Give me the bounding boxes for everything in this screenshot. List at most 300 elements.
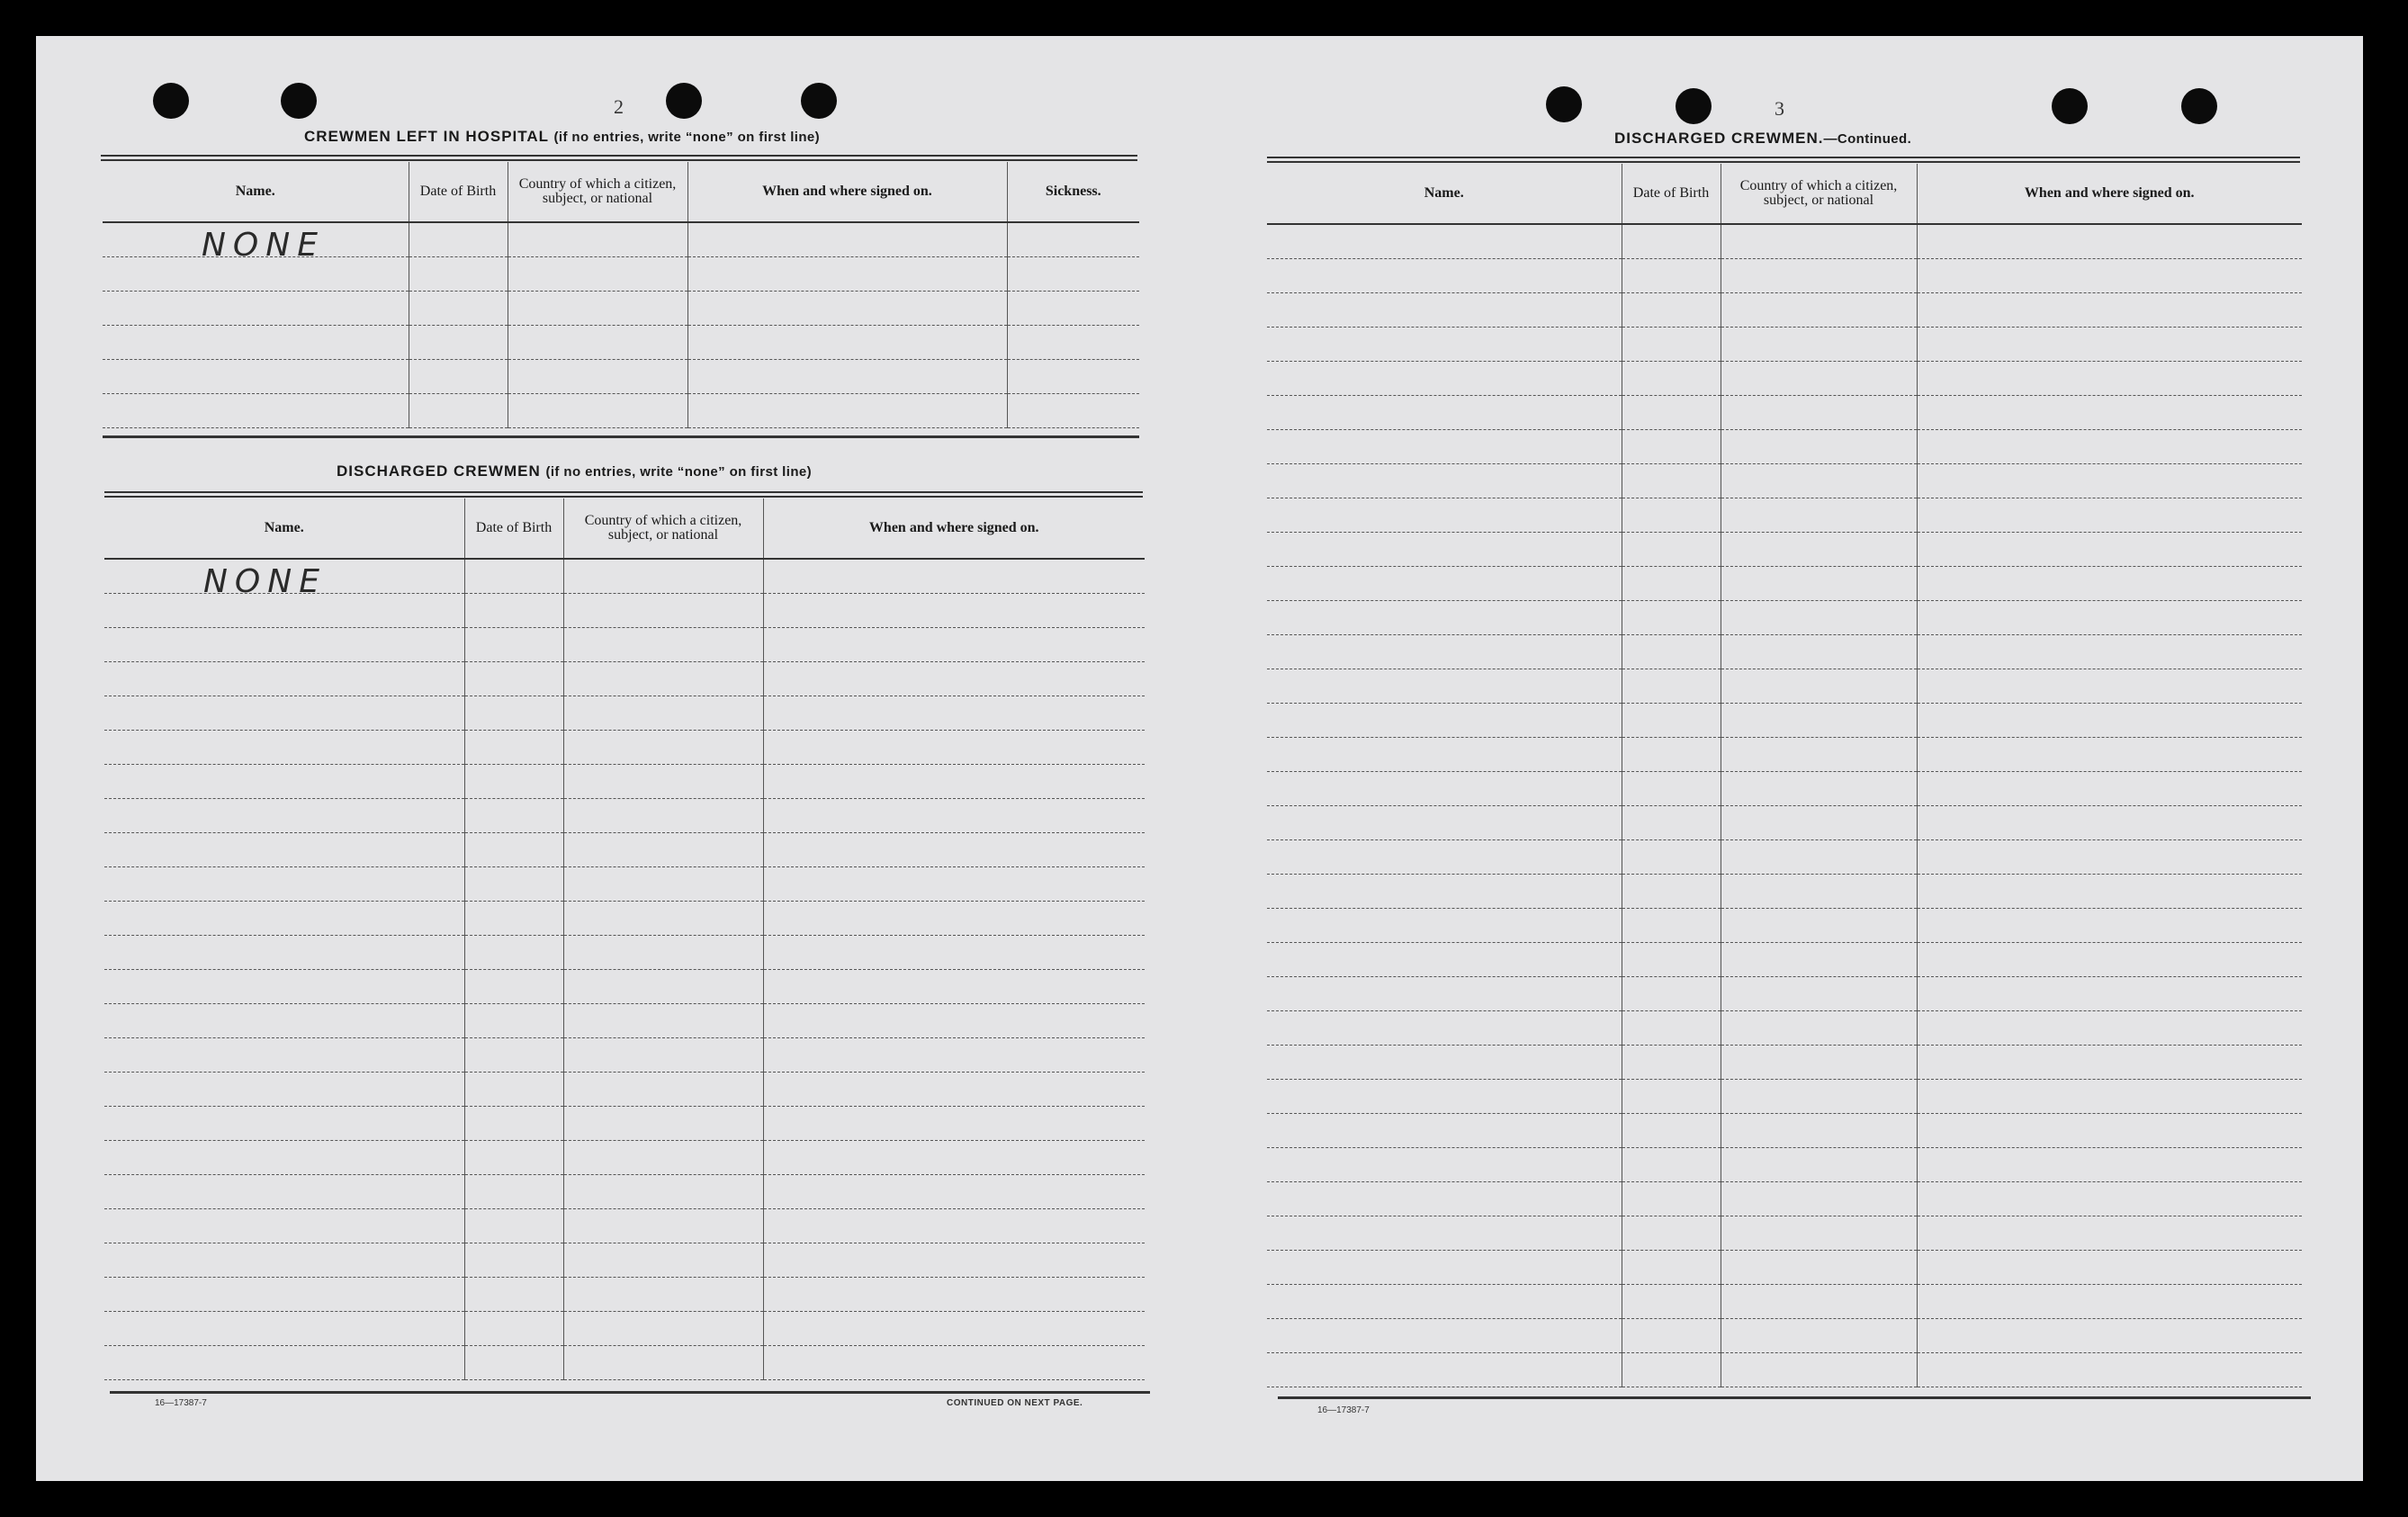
discharged-bottom-rule (110, 1391, 1150, 1394)
table-row (104, 1003, 1145, 1037)
table-row (1267, 737, 2302, 771)
table-cell (409, 359, 508, 393)
table-cell (1917, 771, 2302, 805)
table-cell (464, 1140, 563, 1174)
table-cell (1917, 1045, 2302, 1079)
table-row (1267, 1216, 2302, 1250)
table-cell (104, 1208, 464, 1243)
table-cell (104, 1243, 464, 1277)
continued-note: CONTINUED ON NEXT PAGE. (947, 1398, 1083, 1408)
table-cell (1267, 532, 1622, 566)
table-cell (1267, 1318, 1622, 1352)
handwritten-none: NONE (203, 563, 327, 600)
table-row (104, 593, 1145, 627)
col-header-signed-on: When and where signed on. (1917, 164, 2302, 224)
table-cell (104, 798, 464, 832)
table-cell (1721, 1181, 1917, 1216)
table-cell (508, 291, 687, 325)
table-cell (1721, 361, 1917, 395)
table-cell (104, 1106, 464, 1140)
table-cell (1917, 292, 2302, 327)
table-cell (1721, 327, 1917, 361)
table-cell (1622, 908, 1721, 942)
table-cell (1917, 1216, 2302, 1250)
table-cell (763, 661, 1145, 696)
table-row (104, 764, 1145, 798)
table-cell (464, 1345, 563, 1379)
table-cell (1622, 1113, 1721, 1147)
table-cell (1721, 498, 1917, 532)
table-cell (1721, 463, 1917, 498)
table-cell (1917, 942, 2302, 976)
table-cell (763, 1277, 1145, 1311)
table-cell (1721, 839, 1917, 874)
table-row (1267, 805, 2302, 839)
table-cell (1721, 1250, 1917, 1284)
table-cell (1267, 1216, 1622, 1250)
table-cell (104, 1174, 464, 1208)
table-cell (103, 222, 409, 264)
table-cell (563, 764, 763, 798)
table-cell (508, 359, 687, 393)
table-cell (1622, 634, 1721, 669)
table-row (1267, 1113, 2302, 1147)
table-cell (104, 969, 464, 1003)
table-cell (104, 730, 464, 764)
table-row (104, 661, 1145, 696)
table-cell (1721, 874, 1917, 908)
table-cell (687, 222, 1007, 256)
table-row (104, 969, 1145, 1003)
table-row (104, 730, 1145, 764)
discharged-section-title (337, 462, 812, 480)
continued-title-text: DISCHARGED CREWMEN. (1614, 130, 1824, 147)
table-cell (1622, 669, 1721, 703)
table-cell (1267, 429, 1622, 463)
table-cell (563, 1072, 763, 1106)
hospital-bottom-rule (103, 435, 1139, 438)
hospital-title-text: CREWMEN LEFT IN HOSPITAL (304, 128, 549, 145)
table-cell (1622, 292, 1721, 327)
table-cell (1721, 1216, 1917, 1250)
table-cell (103, 393, 409, 427)
continued-table (1267, 164, 2302, 1387)
table-cell (104, 593, 464, 627)
table-cell (1917, 703, 2302, 737)
table-cell (563, 1311, 763, 1345)
table-row (104, 1208, 1145, 1243)
table-cell (1721, 669, 1917, 703)
table-cell (1007, 291, 1139, 325)
table-cell (1267, 566, 1622, 600)
table-cell (763, 627, 1145, 661)
table-cell (1917, 600, 2302, 634)
col-header-date-of-birth: Date of Birth (409, 162, 508, 222)
table-cell (1721, 258, 1917, 292)
table-cell (763, 696, 1145, 730)
table-cell (687, 325, 1007, 359)
table-cell (104, 1072, 464, 1106)
table-cell (1917, 1113, 2302, 1147)
table-cell (563, 798, 763, 832)
table-cell (1917, 327, 2302, 361)
continued-title-suffix: —Continued. (1823, 131, 1912, 147)
table-cell (1622, 805, 1721, 839)
table-cell (763, 935, 1145, 969)
table-cell (464, 627, 563, 661)
table-cell (1267, 634, 1622, 669)
table-row (104, 1174, 1145, 1208)
table-cell (1917, 839, 2302, 874)
table-row (103, 256, 1139, 291)
table-cell (1721, 1113, 1917, 1147)
table-cell (104, 1345, 464, 1379)
table-row (1267, 1284, 2302, 1318)
col-header-signed-on: When and where signed on. (687, 162, 1007, 222)
table-cell (464, 969, 563, 1003)
table-cell (1917, 1318, 2302, 1352)
table-cell (1622, 395, 1721, 429)
table-cell (763, 1345, 1145, 1379)
table-row (1267, 258, 2302, 292)
table-cell (1267, 361, 1622, 395)
table-cell (1267, 1284, 1622, 1318)
table-row (1267, 634, 2302, 669)
table-cell (104, 935, 464, 969)
table-row (103, 393, 1139, 427)
punch-hole-6 (1676, 88, 1712, 124)
punch-hole-8 (2181, 88, 2217, 124)
table-cell (1721, 976, 1917, 1010)
table-cell (464, 730, 563, 764)
table-cell (104, 627, 464, 661)
table-cell (1721, 1010, 1917, 1045)
table-row (104, 1243, 1145, 1277)
form-number-right: 16—17387-7 (1317, 1405, 1370, 1415)
table-cell (1267, 1181, 1622, 1216)
table-cell (1721, 1079, 1917, 1113)
table-row (104, 696, 1145, 730)
table-cell (687, 291, 1007, 325)
discharged-table (104, 498, 1145, 1380)
table-cell (1622, 361, 1721, 395)
table-cell (1721, 1318, 1917, 1352)
table-cell (1622, 532, 1721, 566)
table-cell (1721, 429, 1917, 463)
table-cell (464, 1174, 563, 1208)
table-cell (103, 325, 409, 359)
table-row (104, 559, 1145, 593)
continued-bottom-rule (1278, 1396, 2311, 1399)
table-cell (104, 559, 464, 600)
table-cell (103, 291, 409, 325)
table-cell (1917, 224, 2302, 258)
table-cell (1917, 463, 2302, 498)
table-cell (1267, 1079, 1622, 1113)
table-row (1267, 1010, 2302, 1045)
table-cell (563, 969, 763, 1003)
table-cell (763, 730, 1145, 764)
table-cell (563, 1140, 763, 1174)
table-row (1267, 1079, 2302, 1113)
table-cell (1721, 942, 1917, 976)
table-cell (1267, 463, 1622, 498)
hospital-instruction-text: (if no entries, write “none” on first line) (553, 130, 821, 145)
table-cell (1917, 532, 2302, 566)
table-cell (1721, 805, 1917, 839)
table-cell (1917, 498, 2302, 532)
table-cell (563, 935, 763, 969)
table-cell (104, 901, 464, 935)
table-cell (464, 1311, 563, 1345)
table-cell (1721, 1352, 1917, 1387)
discharged-double-rule (104, 491, 1143, 498)
table-cell (1622, 1045, 1721, 1079)
table-row (1267, 1352, 2302, 1387)
table-cell (563, 1003, 763, 1037)
table-cell (763, 901, 1145, 935)
col-header-name: Name. (1267, 164, 1622, 224)
table-cell (409, 222, 508, 256)
table-cell (1917, 1079, 2302, 1113)
table-row (104, 1140, 1145, 1174)
table-cell (1267, 908, 1622, 942)
table-row (1267, 1147, 2302, 1181)
table-cell (508, 222, 687, 256)
table-cell (1622, 429, 1721, 463)
table-cell (763, 1037, 1145, 1072)
table-cell (104, 1311, 464, 1345)
table-cell (1267, 327, 1622, 361)
table-cell (1917, 1284, 2302, 1318)
table-cell (1917, 669, 2302, 703)
table-cell (1622, 1284, 1721, 1318)
table-row (1267, 566, 2302, 600)
table-row (1267, 1318, 2302, 1352)
table-row (104, 901, 1145, 935)
table-cell (1267, 669, 1622, 703)
table-cell (1622, 703, 1721, 737)
table-row (1267, 771, 2302, 805)
table-cell (1622, 1216, 1721, 1250)
table-cell (103, 256, 409, 291)
table-cell (1267, 292, 1622, 327)
table-cell (1622, 1352, 1721, 1387)
table-row (1267, 976, 2302, 1010)
col-header-name: Name. (103, 162, 409, 222)
table-cell (1007, 393, 1139, 427)
table-cell (763, 969, 1145, 1003)
table-cell (763, 1106, 1145, 1140)
table-cell (763, 764, 1145, 798)
table-row (104, 1072, 1145, 1106)
table-cell (464, 1106, 563, 1140)
table-cell (563, 593, 763, 627)
table-row (104, 832, 1145, 866)
col-header-country: Country of which a citizen, subject, or national (1721, 164, 1917, 224)
table-cell (104, 661, 464, 696)
table-row (1267, 669, 2302, 703)
table-cell (763, 1243, 1145, 1277)
table-cell (464, 696, 563, 730)
table-cell (104, 1140, 464, 1174)
table-row (1267, 532, 2302, 566)
table-cell (1267, 1147, 1622, 1181)
punch-hole-1 (153, 83, 189, 119)
table-cell (1917, 361, 2302, 395)
table-cell (1721, 634, 1917, 669)
table-cell (1622, 1181, 1721, 1216)
table-row (1267, 1250, 2302, 1284)
table-cell (1721, 600, 1917, 634)
table-cell (1622, 1250, 1721, 1284)
table-row (103, 222, 1139, 256)
table-cell (687, 256, 1007, 291)
page-number-right: 3 (1775, 97, 1784, 120)
table-row (1267, 1045, 2302, 1079)
table-cell (1917, 737, 2302, 771)
table-cell (1917, 1010, 2302, 1045)
table-row (104, 1106, 1145, 1140)
table-row (1267, 703, 2302, 737)
hospital-double-rule (101, 155, 1137, 161)
punch-hole-4 (801, 83, 837, 119)
table-cell (1721, 737, 1917, 771)
table-row (1267, 292, 2302, 327)
table-cell (1007, 325, 1139, 359)
table-cell (104, 1003, 464, 1037)
table-cell (1267, 771, 1622, 805)
table-row (104, 1277, 1145, 1311)
table-cell (508, 325, 687, 359)
table-cell (1267, 805, 1622, 839)
table-cell (1622, 327, 1721, 361)
table-cell (1267, 976, 1622, 1010)
table-row (103, 359, 1139, 393)
table-cell (563, 696, 763, 730)
table-cell (763, 1311, 1145, 1345)
table-row (1267, 1181, 2302, 1216)
table-cell (1267, 600, 1622, 634)
table-cell (1267, 737, 1622, 771)
table-cell (1917, 1147, 2302, 1181)
table-cell (464, 798, 563, 832)
table-cell (1917, 429, 2302, 463)
table-cell (1622, 1079, 1721, 1113)
table-cell (563, 1106, 763, 1140)
table-cell (103, 359, 409, 393)
table-row (104, 798, 1145, 832)
table-cell (1721, 532, 1917, 566)
handwritten-none: NONE (202, 227, 325, 264)
table-cell (1721, 1045, 1917, 1079)
table-cell (1622, 737, 1721, 771)
table-row (1267, 600, 2302, 634)
table-row (1267, 327, 2302, 361)
table-row (104, 1345, 1145, 1379)
table-cell (1622, 942, 1721, 976)
table-cell (763, 559, 1145, 593)
table-cell (763, 798, 1145, 832)
col-header-sickness: Sickness. (1007, 162, 1139, 222)
table-cell (1267, 839, 1622, 874)
table-cell (1622, 463, 1721, 498)
table-row (104, 935, 1145, 969)
table-row (104, 627, 1145, 661)
table-cell (1721, 224, 1917, 258)
document-sheet (36, 36, 2363, 1481)
table-cell (1917, 258, 2302, 292)
table-cell (1721, 771, 1917, 805)
discharged-title-text: DISCHARGED CREWMEN (337, 462, 541, 480)
table-cell (1622, 976, 1721, 1010)
table-cell (1267, 1250, 1622, 1284)
hospital-section-title (304, 128, 820, 146)
table-cell (763, 866, 1145, 901)
table-cell (563, 866, 763, 901)
table-cell (763, 1140, 1145, 1174)
table-cell (104, 696, 464, 730)
table-cell (1267, 224, 1622, 258)
table-cell (1917, 634, 2302, 669)
table-cell (563, 1208, 763, 1243)
table-cell (1917, 908, 2302, 942)
col-header-signed-on: When and where signed on. (763, 498, 1145, 559)
table-cell (104, 866, 464, 901)
table-cell (763, 1072, 1145, 1106)
table-row (104, 866, 1145, 901)
table-row (104, 1311, 1145, 1345)
continued-double-rule (1267, 157, 2300, 163)
punch-hole-5 (1546, 86, 1582, 122)
table-cell (1721, 1147, 1917, 1181)
table-cell (464, 1243, 563, 1277)
table-cell (104, 764, 464, 798)
table-cell (464, 935, 563, 969)
table-row (1267, 395, 2302, 429)
table-cell (104, 1277, 464, 1311)
table-cell (1917, 395, 2302, 429)
table-cell (1721, 395, 1917, 429)
table-row (103, 325, 1139, 359)
table-cell (1267, 874, 1622, 908)
table-cell (563, 1174, 763, 1208)
table-cell (1622, 258, 1721, 292)
table-cell (563, 661, 763, 696)
table-cell (687, 359, 1007, 393)
table-cell (464, 593, 563, 627)
table-cell (763, 832, 1145, 866)
table-cell (1721, 1284, 1917, 1318)
table-cell (1267, 258, 1622, 292)
table-cell (1917, 566, 2302, 600)
table-cell (464, 1277, 563, 1311)
table-cell (409, 256, 508, 291)
table-cell (1007, 256, 1139, 291)
table-cell (1622, 839, 1721, 874)
table-cell (563, 1037, 763, 1072)
table-cell (464, 1208, 563, 1243)
punch-hole-7 (2052, 88, 2088, 124)
table-cell (104, 1037, 464, 1072)
table-cell (1622, 1147, 1721, 1181)
table-row (1267, 942, 2302, 976)
table-cell (1622, 224, 1721, 258)
table-row (1267, 874, 2302, 908)
table-cell (104, 832, 464, 866)
table-cell (1267, 703, 1622, 737)
table-row (104, 1037, 1145, 1072)
